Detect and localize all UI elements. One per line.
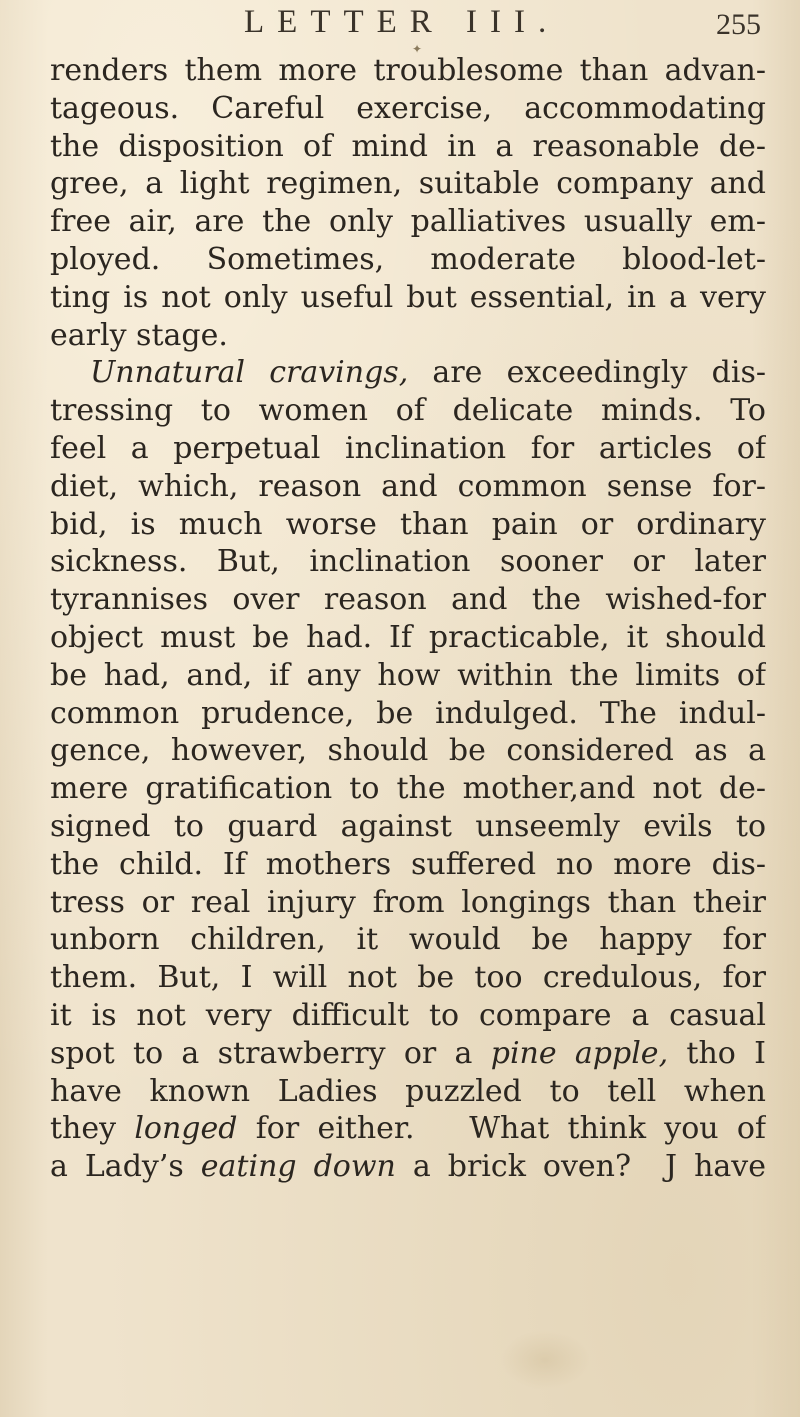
text-line: they longed for either. What think you of [50,1111,766,1147]
italic-phrase: eating down [200,1149,396,1185]
text-line: tyrannises over reason and the wished-for [50,582,766,618]
text-line: mere gratification to the mother,and not de- [50,771,766,807]
text-line: a Lady’s eating down a brick oven? J have [50,1149,766,1185]
chapter-heading: LETTER III. [244,4,560,40]
text-line: the child. If mothers suffered no more dis- [50,846,766,882]
text-line: tageous. Careful exercise, accommodating [50,90,766,126]
italic-phrase: longed [134,1111,238,1147]
text-line: ting is not only useful but essential, in a very [50,279,766,315]
text-line: free air, are the only palliatives usually em- [50,204,766,240]
text-line: them. But, I will not be too credulous, for [50,960,766,996]
text-line: unborn children, it would be happy for [50,922,766,958]
text-line: ployed. Sometimes, moderate blood-let- [50,241,766,277]
body-text [50,52,766,1186]
text-line: feel a perpetual inclination for articles of [50,430,766,466]
text-line: spot to a strawberry or a pine apple, tho I [50,1035,766,1071]
text-line: common prudence, be indulged. The indul- [50,695,766,731]
paper-stain [500,1330,590,1390]
printer-ornament-icon: ✦ [412,42,423,56]
text-line: signed to guard against unseemly evils to [50,808,766,844]
text-line: object must be had. If practicable, it should [50,619,766,655]
text-line: have known Ladies puzzled to tell when [50,1073,766,1109]
italic-phrase: Unnatural cravings, [90,355,409,391]
text-line: early stage. [50,317,228,353]
text-line: the disposition of mind in a reasonable de- [50,128,766,164]
page-number: 255 [716,8,761,41]
text-line: tress or real injury from longings than their [50,884,766,920]
text-line: be had, and, if any how within the limits of [50,657,766,693]
text-line: Unnatural cravings, are exceedingly dis- [90,355,766,391]
text-line: diet, which, reason and common sense for- [50,468,766,504]
text-line: renders them more troublesome than advan- [50,53,766,88]
text-line: tressing to women of delicate minds. To [50,393,766,429]
text-line: sickness. But, inclination sooner or later [50,544,766,580]
text-line: gree, a light regimen, suitable company and [50,166,766,202]
running-head [0,4,800,44]
text-line: gence, however, should be considered as a [50,733,766,769]
italic-phrase: pine apple, [490,1035,669,1071]
text-line: bid, is much worse than pain or ordinary [50,506,766,542]
text-line: it is not very difficult to compare a casual [50,997,766,1033]
